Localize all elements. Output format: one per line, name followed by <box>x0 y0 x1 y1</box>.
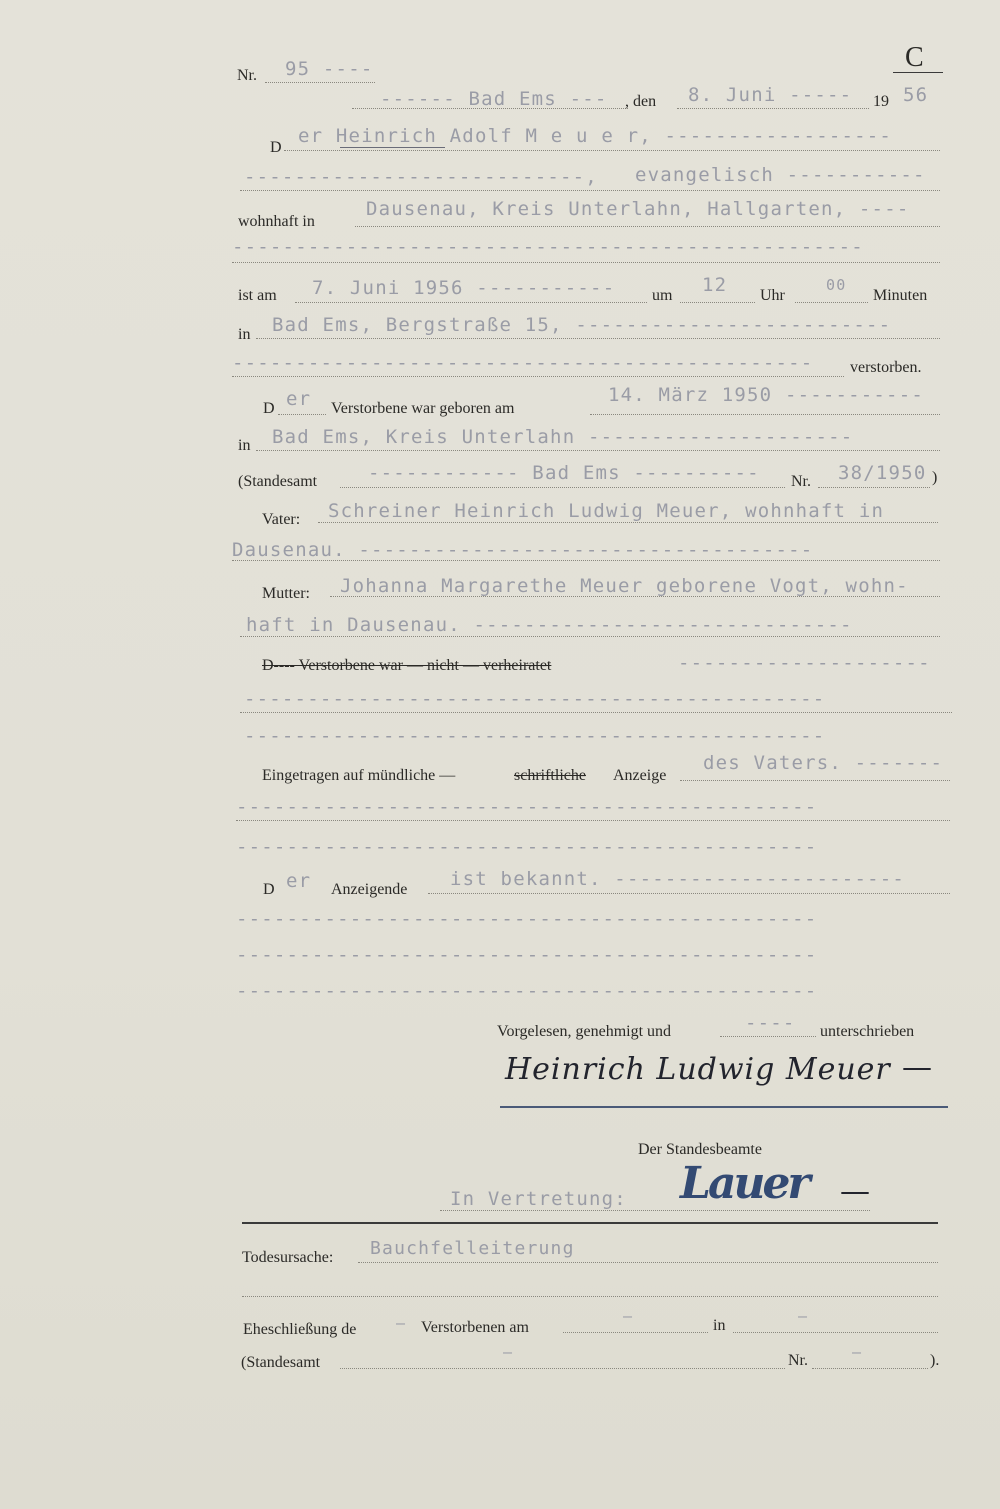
cause-value: Bauchfelleiterung <box>370 1238 575 1259</box>
minute-dotted-line <box>795 302 868 303</box>
informant-value: ist bekannt. ----------------------- <box>450 868 906 890</box>
mutter-continuation: haft in Dausenau. ------------------------------ <box>246 614 853 636</box>
form-letter: C <box>905 42 924 73</box>
marriage-date-dotted-line <box>563 1332 708 1333</box>
registration-cont-dotted-line <box>236 820 950 821</box>
informant-line4: ---------------------------------------------- <box>236 980 818 1002</box>
birth-d-suffix: er <box>286 388 312 410</box>
footer-nr-value: – <box>852 1343 863 1361</box>
informant-line3: ---------------------------------------------- <box>236 944 818 966</box>
footer-standesamt-value: – <box>503 1343 514 1361</box>
death-place-dotted-line <box>256 338 940 339</box>
cause-dotted-line <box>358 1262 938 1263</box>
death-hour: 12 <box>702 274 728 296</box>
vertretung-dotted-line <box>440 1210 870 1211</box>
birth-standesamt-dotted-line <box>340 487 785 488</box>
registration-line3: ---------------------------------------------- <box>236 836 818 858</box>
wohnhaft-cont-dotted-line <box>232 262 940 263</box>
vater-dotted-line <box>318 522 938 523</box>
vater-label: Vater: <box>262 511 301 528</box>
marriage-place-dotted-line <box>733 1332 938 1333</box>
birth-nr-value: 38/1950 <box>838 462 927 484</box>
vorgelesen-mid: ---- <box>745 1012 796 1034</box>
official-label: Der Standesbeamte <box>638 1141 762 1158</box>
vater-continuation: Dausenau. ------------------------------------ <box>232 539 814 561</box>
birth-in-label: in <box>238 437 251 454</box>
registration-label-pre: Eingetragen auf mündliche — <box>262 767 456 784</box>
um-label: um <box>652 287 673 304</box>
marital-dashes: -------------------- <box>678 652 931 674</box>
birth-d-prefix: D <box>263 400 275 417</box>
informant-d-prefix: D <box>263 881 275 898</box>
birth-date: 14. März 1950 ----------- <box>608 384 924 406</box>
birth-date-dotted-line <box>590 414 940 415</box>
vertretung-label: In Vertretung: <box>450 1188 627 1210</box>
birth-place-dotted-line <box>256 450 940 451</box>
birth-label: Verstorbene war geboren am <box>331 400 515 417</box>
death-date-dotted-line <box>295 302 647 303</box>
minuten-label: Minuten <box>873 287 928 304</box>
death-date: 7. Juni 1956 ----------- <box>312 277 616 299</box>
registration-label-struck: schriftliche <box>514 767 586 784</box>
registration-label-post: Anzeige <box>613 767 667 784</box>
date-dotted-line <box>677 108 869 109</box>
mutter-value: Johanna Margarethe Meuer geborene Vogt, wohn- <box>340 575 909 597</box>
footer-nr-label: Nr. <box>788 1352 808 1369</box>
in-label: in <box>238 326 251 343</box>
registration-value: des Vaters. ------- <box>703 752 944 774</box>
person-d-prefix: D <box>270 139 282 156</box>
birth-place: Bad Ems, Kreis Unterlahn --------------------- <box>272 426 854 448</box>
cause-cont-dotted-line <box>242 1296 938 1297</box>
name-dotted-line <box>284 150 940 151</box>
nr-label: Nr. <box>237 67 257 84</box>
person-line2-dashes: ---------------------------, <box>244 166 598 188</box>
footer-standesamt-label: (Standesamt <box>241 1354 321 1371</box>
informant-d-suffix: er <box>286 870 312 892</box>
informant-label: Anzeigende <box>331 881 408 898</box>
vorgelesen-dotted-line <box>720 1036 816 1037</box>
mutter-cont-dotted-line <box>240 636 940 637</box>
marriage-mid: – <box>396 1314 407 1332</box>
section-divider <box>242 1222 938 1224</box>
registration-dotted-line <box>680 780 950 781</box>
cause-label: Todesursache: <box>242 1249 334 1266</box>
surname-underline <box>340 147 445 148</box>
nr-dotted-line <box>265 82 375 83</box>
hour-dotted-line <box>680 302 755 303</box>
footer-standesamt-dotted-line <box>340 1368 785 1369</box>
ist-am-label: ist am <box>238 287 277 304</box>
place-value: ------ Bad Ems --- <box>380 88 608 110</box>
footer-close: ). <box>930 1352 940 1369</box>
death-place-continuation: ---------------------------------------------- <box>232 352 814 374</box>
year-suffix: 56 <box>903 84 929 106</box>
marriage-in-label: in <box>713 1317 726 1334</box>
birth-standesamt-label: (Standesamt <box>238 473 318 490</box>
informant-line2: ---------------------------------------------- <box>236 908 818 930</box>
birth-nr-label: Nr. <box>791 473 811 490</box>
wohnhaft-continuation: -------------------------------------------------- <box>232 236 864 258</box>
vater-cont-dotted-line <box>232 560 940 561</box>
uhr-label: Uhr <box>760 287 785 304</box>
date-value: 8. Juni ----- <box>688 84 853 106</box>
wohnhaft-label: wohnhaft in <box>238 213 315 230</box>
religion-dotted-line <box>240 190 940 191</box>
marriage-place: – <box>798 1307 809 1325</box>
marital-dotted-line <box>240 712 952 713</box>
year-prefix: 19 <box>873 93 889 110</box>
den-label: , den <box>625 93 657 110</box>
birth-standesamt-value: ------------ Bad Ems ---------- <box>368 462 760 484</box>
marriage-label2: Verstorbenen am <box>421 1319 529 1336</box>
wohnhaft-value: Dausenau, Kreis Unterlahn, Hallgarten, ---- <box>366 198 910 220</box>
person-name: er Heinrich Adolf M e u e r, ------------------ <box>298 125 893 147</box>
informant-dotted-line <box>428 893 950 894</box>
birth-d-dotted-line <box>278 414 326 415</box>
death-minute: 00 <box>826 276 847 294</box>
official-signature-tail: — <box>840 1174 871 1209</box>
vater-value: Schreiner Heinrich Ludwig Meuer, wohnhaft in <box>328 500 885 522</box>
informant-signature-tail: — <box>902 1050 933 1085</box>
wohnhaft-dotted-line <box>355 226 940 227</box>
form-letter-underline <box>893 72 943 73</box>
birth-nr-dotted-line <box>818 487 930 488</box>
marital-line2: ---------------------------------------------- <box>244 688 826 710</box>
registration-line2: ---------------------------------------------- <box>236 796 818 818</box>
marital-line3: ---------------------------------------------- <box>244 725 826 747</box>
birth-close-paren: ) <box>932 469 938 486</box>
informant-signature: Heinrich Ludwig Meuer <box>505 1052 891 1087</box>
informant-signature-rule <box>500 1106 948 1108</box>
marriage-date: – <box>623 1307 634 1325</box>
vorgelesen-post: unterschrieben <box>820 1023 915 1040</box>
marital-struck-text: D---- Verstorbene war — nicht — verheiratet <box>262 657 552 674</box>
death-place-cont-dotted-line <box>232 376 844 377</box>
vorgelesen-pre: Vorgelesen, genehmigt und <box>497 1023 672 1040</box>
verstorben-label: verstorben. <box>850 359 922 376</box>
nr-value: 95 ---- <box>285 58 374 80</box>
religion-value: evangelisch ----------- <box>635 164 926 186</box>
marriage-label: Eheschließung de <box>243 1321 357 1338</box>
footer-nr-dotted-line <box>812 1368 928 1369</box>
official-signature: Lauer <box>680 1158 808 1209</box>
mutter-label: Mutter: <box>262 585 310 602</box>
death-place: Bad Ems, Bergstraße 15, ------------------------- <box>272 314 892 336</box>
